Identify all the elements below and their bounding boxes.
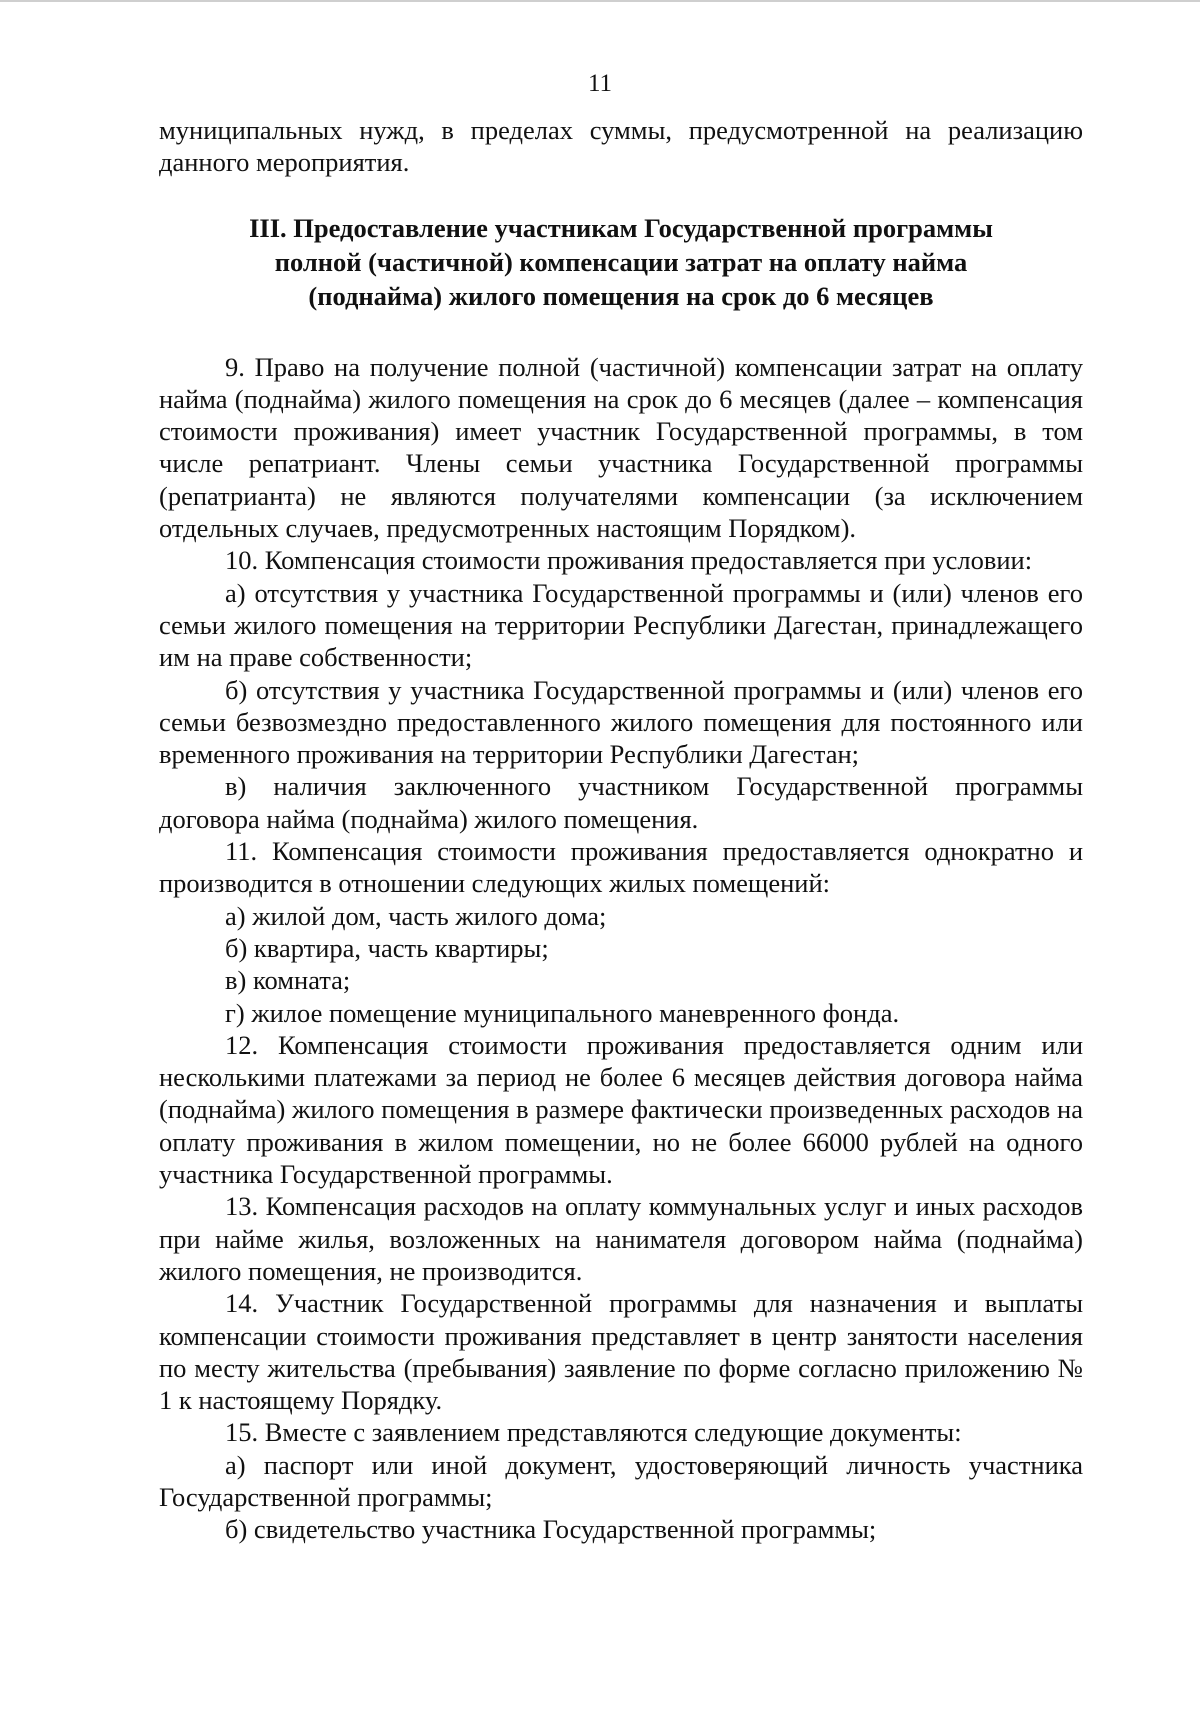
section-heading-line-1: III. Предоставление участникам Государственной программы <box>249 212 993 243</box>
paragraph-10-b: б) отсутствия у участника Государственной программы и (или) членов его семьи безвозмездно предоставленного жилого помещения для постоянного или временного проживания на территории Республики Дагестан; <box>159 674 1083 770</box>
page-number: 11 <box>587 70 613 97</box>
section-heading <box>159 211 1083 313</box>
continuation-paragraph: муниципальных нужд, в пределах суммы, предусмотренной на реализацию данного мероприятия. <box>159 115 1083 178</box>
paragraph-14: 14. Участник Государственной программы для назначения и выплаты компенсации стоимости проживания представляет в центр занятости населения по месту жительства (пребывания) заявление по форме согласно приложению № 1 к настоящему Порядку. <box>159 1288 1083 1416</box>
section-heading-line-2: полной (частичной) компенсации затрат на оплату найма <box>274 246 968 277</box>
paragraph-15-b: б) свидетельство участника Государственной программы; <box>225 1514 877 1545</box>
paragraph-11-v: в) комната; <box>225 965 351 996</box>
paragraph-11-b: б) квартира, часть квартиры; <box>225 932 549 963</box>
paragraph-11-g: г) жилое помещение муниципального маневренного фонда. <box>225 997 900 1028</box>
paragraph-15: 15. Вместе с заявлением представляются следующие документы: <box>225 1417 962 1448</box>
scan-edge <box>0 0 1200 2</box>
paragraph-12: 12. Компенсация стоимости проживания предоставляется одним или несколькими платежами за период не более 6 месяцев действия договора найма (поднайма) жилого помещения в размере фактически произведенных расходов на оплату проживания в жилом помещении, но не более 66000 рублей на одного участника Государственной программы. <box>159 1029 1083 1190</box>
paragraph-10: 10. Компенсация стоимости проживания предоставляется при условии: <box>225 545 1033 576</box>
document-body <box>159 114 1083 1546</box>
paragraph-11: 11. Компенсация стоимости проживания предоставляется однократно и производится в отношении следующих жилых помещений: <box>159 836 1083 899</box>
paragraph-15-a: а) паспорт или иной документ, удостоверяющий личность участника Государственной программы; <box>159 1449 1083 1512</box>
paragraph-10-v: в) наличия заключенного участником Государственной программы договора найма (поднайма) жилого помещения. <box>159 771 1083 834</box>
paragraph-10-a: а) отсутствия у участника Государственной программы и (или) членов его семьи жилого помещения на территории Республики Дагестан, принадлежащего им на праве собственности; <box>159 577 1083 673</box>
paragraph-11-a: а) жилой дом, часть жилого дома; <box>225 900 607 931</box>
paragraph-9: 9. Право на получение полной (частичной) компенсации затрат на оплату найма (поднайма) жилого помещения на срок до 6 месяцев (далее – компенсация стоимости проживания) имеет участник Государственной программы, в том числе репатриант. Члены семьи участника Государственной программы (репатрианта) не являются получателями компенсации (за исключением отдельных случаев, предусмотренных настоящим Порядком). <box>159 351 1083 544</box>
section-heading-line-3: (поднайма) жилого помещения на срок до 6 месяцев <box>308 280 934 311</box>
paragraph-13: 13. Компенсация расходов на оплату коммунальных услуг и иных расходов при найме жилья, возложенных на нанимателя договором найма (поднайма) жилого помещения, не производится. <box>159 1191 1083 1286</box>
